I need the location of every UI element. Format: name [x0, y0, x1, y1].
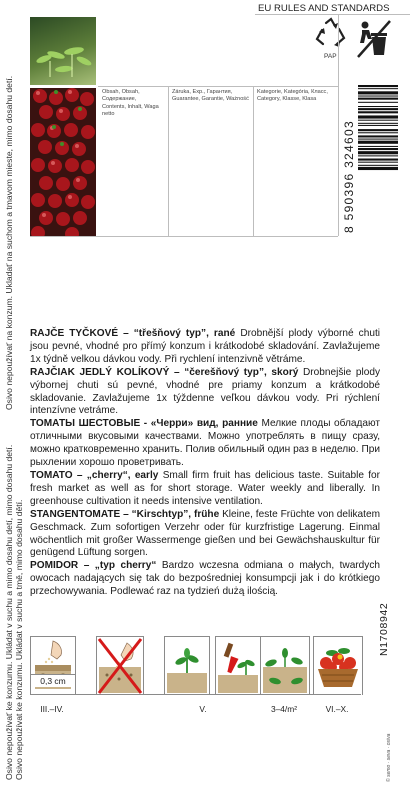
pictogram-seedling — [164, 636, 210, 695]
barcode-bar — [358, 85, 398, 87]
seedling-pot-icon — [165, 637, 209, 695]
pictogram-harvest — [313, 636, 363, 695]
labels-top-line — [98, 86, 338, 87]
variety-description — [30, 328, 380, 599]
contents-label — [102, 89, 168, 119]
barcode-bar — [358, 106, 398, 107]
barcode — [340, 83, 398, 235]
description-cz: RAJČE TYČKOVÉ – “třešňový typ”, rané Drobnější plody výborné chuti jsou pevné, vhodné pro přímý konzum i krátkodobé skladování. Zavlažujeme 1x týdně velkou dávkou vody. Při rychlení intenzivně větráme. — [30, 328, 380, 365]
side-warnings — [0, 0, 28, 800]
barcode-bar — [358, 129, 398, 131]
recycle-icon — [314, 17, 348, 49]
label-planting-month: V. — [199, 704, 207, 714]
labels-bottom-line — [30, 236, 338, 237]
contents-label-line-1: Obsah, Obsah, Содержание, — [102, 89, 140, 103]
barcode-bar — [358, 159, 398, 161]
category-label — [257, 89, 337, 104]
description-de: STANGENTOMATE – “Kirschtyp”, frühe Kleine, feste Früchte von delikatem Geschmack. Zum sofortigen Verzehr oder für kurzfristige Lagerung. Einmal wöchentlich mit großer Wassermenge gießen und bei Gewächshauskultur für genügend Lüftung sorgen. — [30, 508, 380, 559]
barcode-bar — [358, 155, 398, 156]
sowing-depth-caption: 0,3 cm — [31, 674, 75, 687]
guarantee-label-line-2: Guarantee, Garantie, Ważność — [172, 96, 249, 103]
barcode-bar — [358, 148, 398, 150]
barcode-bar — [358, 98, 398, 100]
barcode-bar — [358, 115, 398, 118]
barcode-bar — [358, 96, 398, 97]
pictogram-baseline — [30, 694, 361, 695]
description-ru: ТОМАТЫ ШЕСТОВЫЕ - «Черри» вид, ранние Мелкие плоды обладают отличными вкусовыми качествами. Можно употреблять в пищу сразу, можно кратковременно хранить. Полив обильный один раз в неделю. При рыхлении хорошо проветривать. — [30, 418, 380, 469]
pictogram-sowing — [30, 636, 76, 695]
description-en: TOMATO – „cherry“, early Small firm fruit has delicious taste. Suitable for fresh market as well as for short storage. Water weekly and liberally. In greenhouse cultivation it needs intensive ventilation. — [30, 469, 380, 507]
barcode-bar — [358, 146, 398, 147]
label-harvest-months: VI.–X. — [325, 704, 349, 714]
seedlings-photo — [30, 17, 96, 85]
barcode-bar — [358, 165, 398, 166]
barcode-bar — [358, 135, 398, 137]
barcode-bar — [358, 88, 398, 89]
cherry-tomatoes-photo — [30, 88, 96, 236]
brand-logo: © semo · seva · osiva — [386, 733, 392, 782]
pictogram-transplant — [215, 636, 261, 695]
barcode-bar — [358, 102, 398, 103]
barcode-bar — [358, 120, 398, 121]
barcode-divider — [338, 14, 339, 236]
eu-rules-header: EU RULES AND STANDARDS — [258, 3, 390, 14]
header-divider — [255, 14, 410, 15]
contents-label-line-2: Contents, Inhalt, Waga netto — [102, 103, 159, 118]
pictogram-spacing — [260, 636, 310, 695]
category-label-line-1: Kategorie, Kategória, Класс, — [257, 89, 328, 95]
plant-spacing-icon — [261, 637, 309, 695]
side-warning-2: Osivo nepoužívat ke konzumu. Ukládat v suchu a tmě, mimo dosahu dětí. — [14, 499, 24, 780]
label-plant-density: 3–4/m² — [270, 704, 298, 714]
label-sowing-months: III.–IV. — [40, 704, 64, 714]
labels-divider-2 — [253, 86, 254, 236]
barcode-bar — [358, 132, 398, 133]
guarantee-label — [172, 89, 252, 104]
description-sk: RAJČIAK JEDLÝ KOLÍKOVÝ – “čerešňový typ”, skorý Drobnejšie plody výbornej chuti sú pevné, vhodné pre priamy konzum a krátkodobé skladovanie. Zavlažujeme 1x týždenne veľkou dávkou vody. Pri rýchlení intenzívne vetráme. — [30, 366, 380, 417]
barcode-bar — [358, 91, 398, 94]
barcode-bar — [358, 123, 398, 124]
waste-bin-icon — [356, 17, 392, 59]
description-pl: POMIDOR – „typ cherry“ Bardzo wczesna odmiana o małych, twardych owocach nadających się tak do bezpośredniej konsumpcji jak i do krótkiego przechowywania. Podlewać raz na tydzień dużą ilością. — [30, 560, 380, 598]
catalog-number: N1708942 — [378, 602, 390, 656]
barcode-bar — [358, 141, 398, 144]
guarantee-label-line-1: Záruka, Exp., Гарантия, — [172, 89, 233, 95]
labels-divider-1 — [168, 86, 169, 236]
harvest-basket-icon — [314, 637, 362, 695]
barcode-bar — [358, 167, 398, 170]
side-warning-3: Osivo nepoužívať na konzum. Ukladať na suchom a tmavom mieste, mimo dosahu detí. — [4, 75, 14, 410]
barcode-bar — [358, 125, 398, 126]
barcode-digits: 8 590396 324603 — [342, 120, 356, 233]
barcode-bar — [358, 111, 398, 113]
barcode-bar — [358, 139, 398, 140]
no-direct-sowing-icon — [97, 637, 143, 695]
transplant-trowel-icon — [216, 637, 260, 695]
side-warning-1: Osivo nepoužívať ke konzumu. Ukládat v suchu a mimo dosahu detí, mimo dosahu detí. — [4, 444, 14, 780]
barcode-bar — [358, 151, 398, 154]
barcode-bar — [358, 108, 398, 110]
category-label-line-2: Category, Klasse, Klasa — [257, 96, 317, 103]
pictogram-no-direct-sowing — [96, 636, 144, 695]
recycle-caption: PAP — [324, 53, 337, 60]
barcode-bar — [358, 162, 398, 163]
